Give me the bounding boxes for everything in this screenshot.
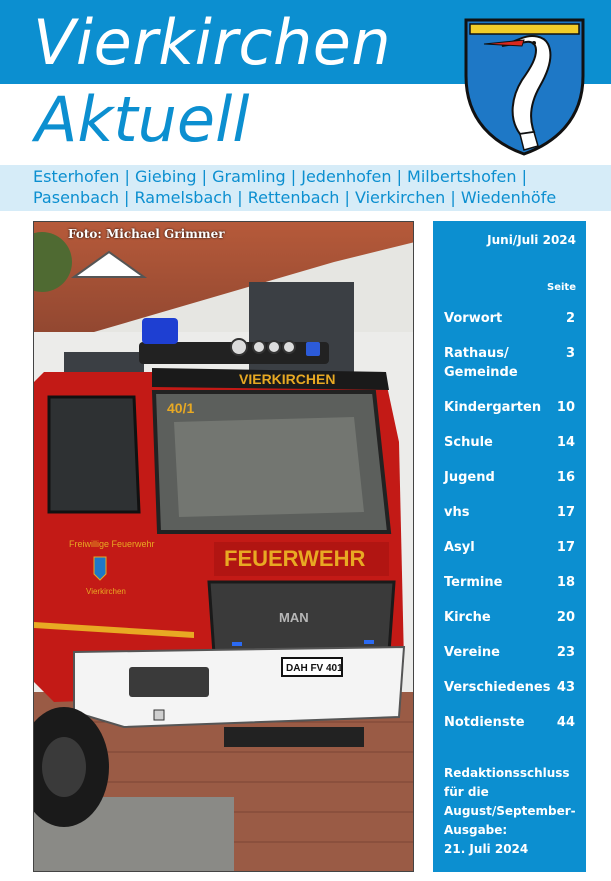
issue-date: Juni/Juli 2024 (487, 233, 576, 247)
toc-item-label: Kirche (444, 610, 491, 625)
toc-item-page: 3 (565, 346, 575, 361)
toc-item-page: 44 (556, 715, 575, 730)
brand-text: MAN (279, 610, 309, 625)
title-vierkirchen: Vierkirchen (33, 6, 392, 79)
toc-item-page: 14 (556, 435, 575, 450)
toc-item-label: Asyl (444, 540, 475, 555)
photo-credit: Foto: Michael Grimmer (68, 227, 225, 241)
toc-item-label: Vorwort (444, 311, 503, 326)
toc-item-label: Vereine (444, 645, 500, 660)
table-of-contents (433, 221, 586, 872)
toc-item-page: 17 (556, 540, 575, 555)
fire-truck-illustration (34, 222, 414, 872)
toc-item-label: vhs (444, 505, 470, 520)
toc-item-page: 17 (556, 505, 575, 520)
feuerwehr-text: FEUERWEHR (224, 546, 366, 571)
toc-item-page: 20 (556, 610, 575, 625)
license-plate-text: DAH FV 401 (286, 663, 343, 674)
unit-number-text: 40/1 (167, 400, 195, 416)
toc-item-label: Termine (444, 575, 503, 590)
toc-item-label: Rathaus/ Gemeinde (444, 346, 518, 380)
villages-band (0, 165, 611, 211)
toc-item-label: Notdienste (444, 715, 525, 730)
roof-sign-text: VIERKIRCHEN (239, 371, 336, 387)
toc-item-label: Jugend (444, 470, 495, 485)
villages-line-2: Pasenbach | Ramelsbach | Rettenbach | Vierkirchen | Wiedenhöfe (33, 188, 557, 207)
toc-item-page: 10 (556, 400, 575, 415)
cover-photo (33, 221, 414, 872)
toc-item-label: Schule (444, 435, 493, 450)
toc-item-rathaus[interactable] (444, 344, 575, 382)
title-aktuell: Aktuell (35, 83, 250, 156)
toc-item-label: Kindergarten (444, 400, 542, 415)
page-column-header: Seite (547, 282, 576, 293)
toc-item-page: 23 (556, 645, 575, 660)
toc-item-page: 2 (565, 311, 575, 326)
door-text: Freiwillige Feuerwehr (69, 539, 155, 549)
toc-item-label: Verschiedenes (444, 680, 551, 695)
toc-item-page: 16 (556, 470, 575, 485)
villages-line-1: Esterhofen | Giebing | Gramling | Jedenhofen | Milbertshofen | (33, 167, 527, 186)
editorial-deadline: Redaktionsschluss für die August/September- Ausgabe: 21. Juli 2024 (444, 766, 576, 856)
door-place-text: Vierkirchen (86, 587, 126, 596)
coat-of-arms-icon (462, 14, 587, 156)
toc-item-page: 43 (556, 680, 575, 695)
toc-item-page: 18 (556, 575, 575, 590)
